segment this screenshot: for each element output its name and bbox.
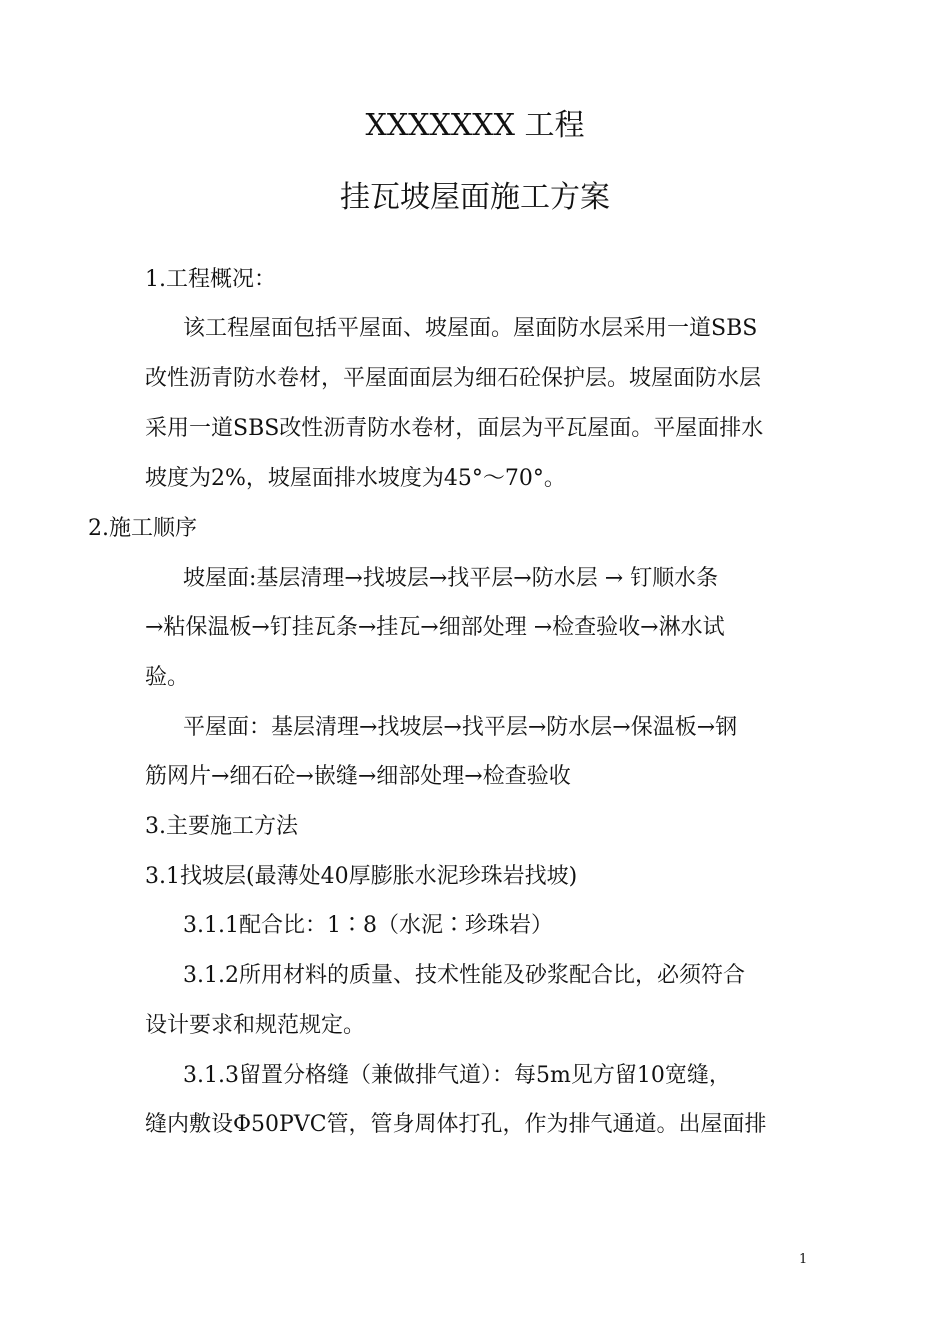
paragraph-line: 3.1.3留置分格缝（兼做排气道）：每5m见方留10宽缝， <box>183 1063 731 1088</box>
heading-3: 3.主要施工方法 <box>145 814 298 839</box>
page-subtitle: 挂瓦坡屋面施工方案 <box>340 180 610 215</box>
paragraph-line: →粘保温板→钉挂瓦条→挂瓦→细部处理 →检查验收→淋水试 <box>145 615 725 640</box>
heading-2: 2.施工顺序 <box>88 516 197 541</box>
paragraph-line: 采用一道SBS改性沥青防水卷材，面层为平瓦屋面。平屋面排水 <box>145 416 764 441</box>
paragraph-line: 3.1.1配合比：1∶8（水泥∶珍珠岩） <box>183 913 553 938</box>
paragraph-line: 改性沥青防水卷材，平屋面面层为细石砼保护层。坡屋面防水层 <box>145 366 762 391</box>
paragraph-line: 平屋面：基层清理→找坡层→找平层→防水层→保温板→钢 <box>183 715 738 740</box>
heading-3-1: 3.1找坡层(最薄处40厚膨胀水泥珍珠岩找坡) <box>145 864 578 889</box>
paragraph-line: 坡度为2%，坡屋面排水坡度为45°～70°。 <box>145 466 566 491</box>
page-title: XXXXXXX 工程 <box>365 108 585 143</box>
page-number: 1 <box>799 1252 808 1267</box>
paragraph-line: 坡屋面:基层清理→找坡层→找平层→防水层 → 钉顺水条 <box>183 566 719 591</box>
paragraph-line: 缝内敷设Φ50PVC管，管身周体打孔，作为排气通道。出屋面排 <box>145 1112 767 1137</box>
paragraph-line: 设计要求和规范规定。 <box>145 1013 366 1038</box>
heading-1: 1.工程概况： <box>145 267 276 292</box>
paragraph-line: 3.1.2所用材料的质量、技术性能及砂浆配合比，必须符合 <box>183 963 745 988</box>
paragraph-line: 验。 <box>145 665 190 690</box>
paragraph-line: 该工程屋面包括平屋面、坡屋面。屋面防水层采用一道SBS <box>183 316 758 341</box>
paragraph-line: 筋网片→细石砼→嵌缝→细部处理→检查验收 <box>145 764 571 789</box>
